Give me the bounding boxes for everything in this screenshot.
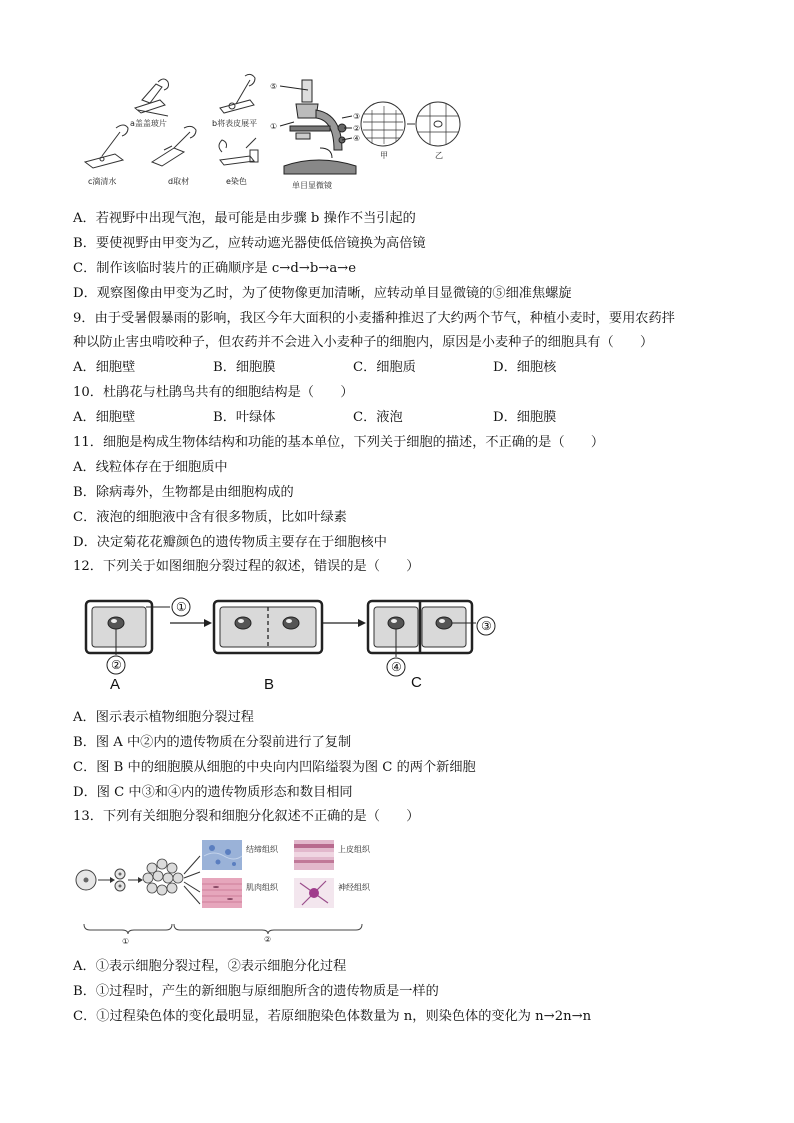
marker-3: ③: [353, 112, 361, 121]
two-cells: [115, 869, 125, 891]
q8-option-c: C．制作该临时装片的正确顺序是 c→d→b→a→e: [73, 261, 357, 276]
step-d-illustration: [152, 126, 196, 166]
q10-option-b: B．叶绿体: [213, 410, 276, 425]
q12-stem: 12．下列关于如图细胞分裂过程的叙述，错误的是（ ）: [73, 559, 420, 574]
marker-2: ②: [353, 124, 361, 133]
marker-4: ④: [353, 134, 361, 143]
stage-c-label: C: [411, 674, 422, 691]
q8-option-a: A．若视野中出现气泡，最可能是由步骤 b 操作不当引起的: [73, 211, 416, 226]
cell-marker-3: ③: [481, 619, 492, 633]
step-d-label: d取材: [168, 177, 190, 186]
brace-2: [174, 924, 362, 934]
q8-option-d: D．观察图像由甲变为乙时，为了使物像更加清晰，应转动单目显微镜的⑤细准焦螺旋: [73, 286, 572, 301]
view-yi: [416, 102, 460, 146]
epithelial-tissue-label: 上皮组织: [338, 845, 370, 854]
q9-option-a: A．细胞壁: [73, 360, 136, 375]
q11-option-b: B．除病毒外，生物都是由细胞构成的: [73, 485, 294, 500]
microscope-figure: [80, 70, 470, 195]
single-cell: [76, 870, 96, 890]
muscle-tissue-image: [202, 878, 242, 908]
arrow-a-to-b: [170, 619, 212, 627]
process-marker-2: ②: [264, 935, 272, 944]
step-c-label: c滴清水: [88, 177, 117, 186]
step-c-illustration: [85, 125, 128, 168]
q11-stem: 11．细胞是构成生物体结构和功能的基本单位，下列关于细胞的描述，不正确的是（ ）: [73, 435, 605, 450]
marker-5: ⑤: [270, 82, 278, 91]
q13-option-a: A．①表示细胞分裂过程，②表示细胞分化过程: [73, 959, 347, 974]
cell-c: [368, 601, 495, 676]
q12-option-c: C．图 B 中的细胞膜从细胞的中央向内凹陷缢裂为图 C 的两个新细胞: [73, 760, 476, 775]
cell-a: [86, 598, 190, 674]
q12-option-d: D．图 C 中③和④内的遗传物质形态和数目相同: [73, 785, 353, 800]
q8-option-b: B．要使视野由甲变为乙，应转动遮光器使低倍镜换为高倍镜: [73, 236, 426, 251]
microscope-caption: 单目显微镜: [292, 181, 332, 190]
cell-marker-2: ②: [111, 658, 122, 672]
q13-option-c: C．①过程染色体的变化最明显，若原细胞染色体数量为 n，则染色体的变化为 n→2n→n: [73, 1009, 592, 1024]
step-b-label: b将表皮展平: [212, 119, 258, 128]
q9-stem-line2: 种以防止害虫啃咬种子，但农药并不会进入小麦种子的细胞内，原因是小麦种子的细胞具有（ ）: [73, 335, 654, 350]
q9-option-d: D．细胞核: [493, 360, 557, 375]
epithelial-tissue-image: [294, 840, 334, 870]
step-a-illustration: [135, 79, 169, 116]
q10-stem: 10．杜鹃花与杜鹃鸟共有的细胞结构是（ ）: [73, 385, 354, 400]
connective-tissue-label: 结缔组织: [246, 845, 278, 854]
q13-option-b: B．①过程时，产生的新细胞与原细胞所含的遗传物质是一样的: [73, 984, 439, 999]
monocular-microscope: [280, 80, 356, 174]
q11-option-a: A．线粒体存在于细胞质中: [73, 460, 228, 475]
nerve-tissue-image: [294, 878, 334, 908]
step-a-label: a盖盖玻片: [130, 119, 167, 128]
q11-option-d: D．决定菊花花瓣颜色的遗传物质主要存在于细胞核中: [73, 535, 387, 550]
stage-b-label: B: [264, 676, 275, 693]
view-jia-label: 甲: [380, 151, 388, 160]
cluster-arrows: [184, 856, 200, 904]
step-e-label: e染色: [226, 177, 247, 186]
cell-marker-1: ①: [176, 600, 187, 614]
q10-option-d: D．细胞膜: [493, 410, 557, 425]
q11-option-c: C．液泡的细胞液中含有很多物质，比如叶绿素: [73, 510, 347, 525]
process-marker-1: ①: [122, 937, 130, 946]
view-yi-label: 乙: [435, 151, 443, 160]
arrow-b-to-c: [322, 619, 366, 627]
connective-tissue-image: [202, 840, 242, 870]
cell-division-figure: [80, 595, 500, 695]
q9-option-c: C．细胞质: [353, 360, 416, 375]
cell-cluster: [143, 859, 183, 895]
q10-option-a: A．细胞壁: [73, 410, 136, 425]
marker-1: ①: [270, 122, 278, 131]
view-jia: [361, 102, 405, 146]
nerve-tissue-label: 神经组织: [338, 883, 370, 892]
q9-stem-line1: 9．由于受暑假暴雨的影响，我区今年大面积的小麦播种推迟了大约两个节气，种植小麦时，要用农药拌: [73, 311, 675, 326]
muscle-tissue-label: 肌肉组织: [246, 883, 278, 892]
brace-1: [84, 924, 172, 934]
step-b-illustration: [220, 74, 255, 113]
q12-option-b: B．图 A 中②内的遗传物质在分裂前进行了复制: [73, 735, 352, 750]
cell-marker-4: ④: [391, 660, 402, 674]
cell-b: [214, 601, 322, 653]
cell-differentiation-figure: [72, 838, 372, 950]
q12-option-a: A．图示表示植物细胞分裂过程: [73, 710, 254, 725]
stage-a-label: A: [110, 676, 121, 693]
step-e-illustration: [219, 138, 258, 165]
q9-option-b: B．细胞膜: [213, 360, 276, 375]
q10-option-c: C．液泡: [353, 410, 403, 425]
q13-stem: 13．下列有关细胞分裂和细胞分化叙述不正确的是（ ）: [73, 809, 420, 824]
